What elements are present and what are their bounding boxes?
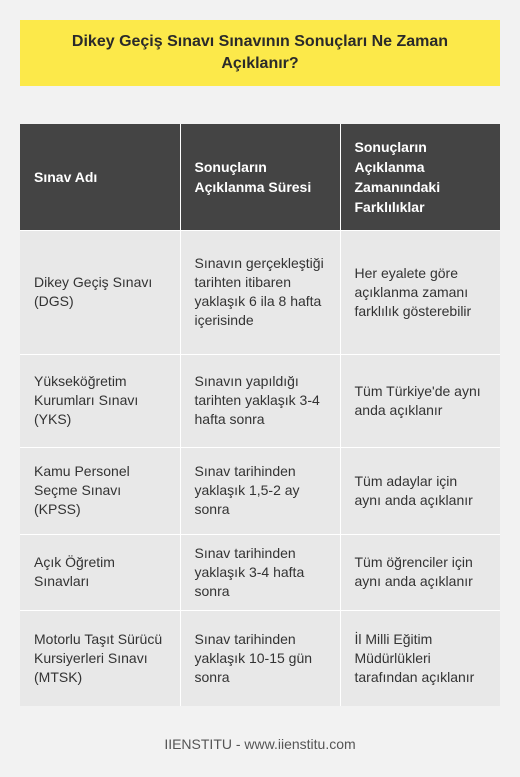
header-announcement-differences: Sonuçların Açıklanma Zamanındaki Farklılıklar bbox=[340, 124, 500, 230]
title-banner bbox=[20, 20, 500, 86]
results-table bbox=[20, 124, 500, 706]
cell-exam-name: Kamu Personel Seçme Sınavı (KPSS) bbox=[20, 447, 180, 534]
cell-announcement-differences: Tüm öğrenciler için aynı anda açıklanır bbox=[340, 534, 500, 610]
header-announcement-period: Sonuçların Açıklanma Süresi bbox=[180, 124, 340, 230]
table-row bbox=[20, 230, 500, 354]
cell-exam-name: Yükseköğretim Kurumları Sınavı (YKS) bbox=[20, 354, 180, 447]
cell-exam-name: Motorlu Taşıt Sürücü Kursiyerleri Sınavı (MTSK) bbox=[20, 610, 180, 706]
cell-announcement-differences: Her eyalete göre açıklanma zamanı farklılık gösterebilir bbox=[340, 230, 500, 354]
header-exam-name: Sınav Adı bbox=[20, 124, 180, 230]
table-row bbox=[20, 447, 500, 534]
cell-exam-name: Dikey Geçiş Sınavı (DGS) bbox=[20, 230, 180, 354]
table-row bbox=[20, 534, 500, 610]
page-title: Dikey Geçiş Sınavı Sınavının Sonuçları Ne Zaman Açıklanır? bbox=[71, 33, 449, 72]
cell-announcement-differences: Tüm Türkiye'de aynı anda açıklanır bbox=[340, 354, 500, 447]
table-row bbox=[20, 610, 500, 706]
cell-announcement-differences: İl Milli Eğitim Müdürlükleri tarafından açıklanır bbox=[340, 610, 500, 706]
table-row bbox=[20, 354, 500, 447]
cell-announcement-period: Sınavın gerçekleştiği tarihten itibaren yaklaşık 6 ila 8 hafta içerisinde bbox=[180, 230, 340, 354]
table-header-row bbox=[20, 124, 500, 230]
cell-announcement-period: Sınavın yapıldığı tarihten yaklaşık 3-4 hafta sonra bbox=[180, 354, 340, 447]
cell-announcement-period: Sınav tarihinden yaklaşık 10-15 gün sonra bbox=[180, 610, 340, 706]
cell-exam-name: Açık Öğretim Sınavları bbox=[20, 534, 180, 610]
cell-announcement-differences: Tüm adaylar için aynı anda açıklanır bbox=[340, 447, 500, 534]
cell-announcement-period: Sınav tarihinden yaklaşık 1,5-2 ay sonra bbox=[180, 447, 340, 534]
cell-announcement-period: Sınav tarihinden yaklaşık 3-4 hafta sonra bbox=[180, 534, 340, 610]
footer-credit: IIENSTITU - www.iienstitu.com bbox=[164, 736, 356, 752]
